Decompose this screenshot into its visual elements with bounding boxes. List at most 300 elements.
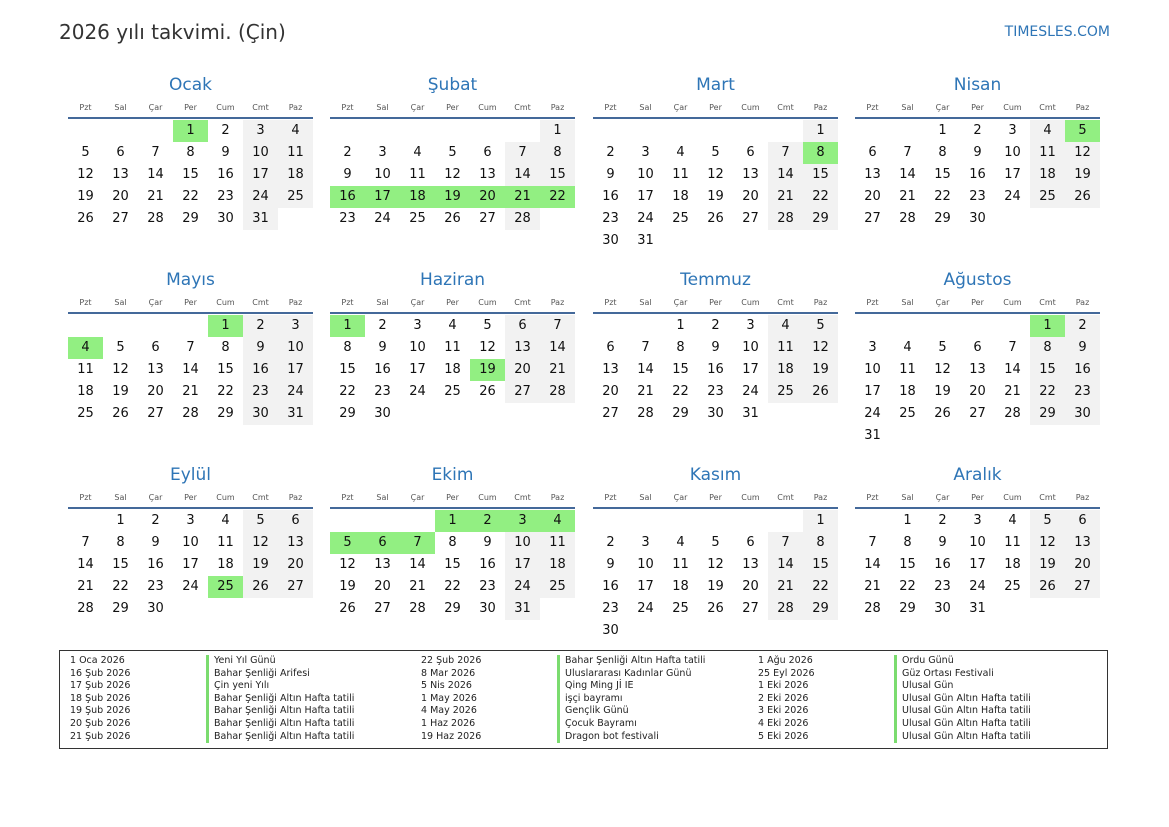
day-cell[interactable]: 13 bbox=[374, 557, 391, 572]
day-cell[interactable]: 16 bbox=[707, 362, 724, 377]
day-cell[interactable]: 25 bbox=[208, 576, 243, 598]
day-cell[interactable]: 1 bbox=[938, 123, 947, 138]
day-cell[interactable]: 30 bbox=[969, 211, 986, 226]
day-cell[interactable]: 17 bbox=[637, 579, 654, 594]
day-cell[interactable]: 9 bbox=[606, 557, 615, 572]
day-cell[interactable]: 29 bbox=[899, 601, 916, 616]
day-cell[interactable]: 5 bbox=[116, 340, 125, 355]
day-cell[interactable]: 30 bbox=[707, 406, 724, 421]
day-cell[interactable]: 2 bbox=[973, 123, 982, 138]
day-cell[interactable]: 9 bbox=[938, 535, 947, 550]
day-cell[interactable]: 21 bbox=[637, 384, 654, 399]
day-cell[interactable]: 7 bbox=[641, 340, 650, 355]
day-cell[interactable]: 3 bbox=[278, 315, 313, 337]
day-cell[interactable]: 30 bbox=[1065, 403, 1100, 425]
day-cell[interactable]: 29 bbox=[112, 601, 129, 616]
day-cell[interactable]: 26 bbox=[803, 381, 838, 403]
day-cell[interactable]: 28 bbox=[768, 208, 803, 230]
day-cell[interactable]: 28 bbox=[409, 601, 426, 616]
day-cell[interactable]: 2 bbox=[470, 510, 505, 532]
day-cell[interactable]: 10 bbox=[1004, 145, 1021, 160]
day-cell[interactable]: 25 bbox=[540, 576, 575, 598]
day-cell[interactable]: 9 bbox=[483, 535, 492, 550]
day-cell[interactable]: 28 bbox=[637, 406, 654, 421]
day-cell[interactable]: 6 bbox=[1065, 510, 1100, 532]
day-cell[interactable]: 1 bbox=[208, 315, 243, 337]
day-cell[interactable]: 31 bbox=[969, 601, 986, 616]
day-cell[interactable]: 15 bbox=[112, 557, 129, 572]
day-cell[interactable]: 7 bbox=[903, 145, 912, 160]
day-cell[interactable]: 21 bbox=[505, 186, 540, 208]
day-cell[interactable]: 27 bbox=[112, 211, 129, 226]
day-cell[interactable]: 21 bbox=[768, 186, 803, 208]
day-cell[interactable]: 16 bbox=[243, 359, 278, 381]
day-cell[interactable]: 7 bbox=[1008, 340, 1017, 355]
day-cell[interactable]: 17 bbox=[243, 164, 278, 186]
day-cell[interactable]: 17 bbox=[864, 384, 881, 399]
day-cell[interactable]: 11 bbox=[768, 337, 803, 359]
day-cell[interactable]: 20 bbox=[742, 189, 759, 204]
day-cell[interactable]: 21 bbox=[1004, 384, 1021, 399]
day-cell[interactable]: 22 bbox=[217, 384, 234, 399]
day-cell[interactable]: 13 bbox=[278, 532, 313, 554]
day-cell[interactable]: 18 bbox=[1004, 557, 1021, 572]
day-cell[interactable]: 3 bbox=[641, 535, 650, 550]
day-cell[interactable]: 19 bbox=[1065, 164, 1100, 186]
day-cell[interactable]: 7 bbox=[768, 142, 803, 164]
day-cell[interactable]: 18 bbox=[77, 384, 94, 399]
day-cell[interactable]: 12 bbox=[1065, 142, 1100, 164]
day-cell[interactable]: 15 bbox=[217, 362, 234, 377]
day-cell[interactable]: 26 bbox=[243, 576, 278, 598]
day-cell[interactable]: 13 bbox=[864, 167, 881, 182]
day-cell[interactable]: 28 bbox=[147, 211, 164, 226]
day-cell[interactable]: 2 bbox=[711, 318, 720, 333]
day-cell[interactable]: 6 bbox=[505, 315, 540, 337]
day-cell[interactable]: 4 bbox=[903, 340, 912, 355]
day-cell[interactable]: 28 bbox=[899, 211, 916, 226]
day-cell[interactable]: 16 bbox=[1065, 359, 1100, 381]
day-cell[interactable]: 24 bbox=[505, 576, 540, 598]
day-cell[interactable]: 11 bbox=[540, 532, 575, 554]
day-cell[interactable]: 17 bbox=[505, 554, 540, 576]
day-cell[interactable]: 10 bbox=[864, 362, 881, 377]
day-cell[interactable]: 4 bbox=[1008, 513, 1017, 528]
day-cell[interactable]: 11 bbox=[77, 362, 94, 377]
day-cell[interactable]: 15 bbox=[899, 557, 916, 572]
day-cell[interactable]: 5 bbox=[711, 145, 720, 160]
day-cell[interactable]: 22 bbox=[934, 189, 951, 204]
day-cell[interactable]: 20 bbox=[505, 359, 540, 381]
day-cell[interactable]: 13 bbox=[969, 362, 986, 377]
day-cell[interactable]: 2 bbox=[606, 535, 615, 550]
day-cell[interactable]: 16 bbox=[479, 557, 496, 572]
day-cell[interactable]: 5 bbox=[243, 510, 278, 532]
day-cell[interactable]: 17 bbox=[409, 362, 426, 377]
day-cell[interactable]: 5 bbox=[448, 145, 457, 160]
day-cell[interactable]: 18 bbox=[672, 189, 689, 204]
day-cell[interactable]: 29 bbox=[339, 406, 356, 421]
day-cell[interactable]: 12 bbox=[707, 167, 724, 182]
day-cell[interactable]: 9 bbox=[973, 145, 982, 160]
day-cell[interactable]: 27 bbox=[742, 211, 759, 226]
day-cell[interactable]: 15 bbox=[444, 557, 461, 572]
day-cell[interactable]: 23 bbox=[374, 384, 391, 399]
day-cell[interactable]: 2 bbox=[378, 318, 387, 333]
day-cell[interactable]: 25 bbox=[1030, 186, 1065, 208]
day-cell[interactable]: 30 bbox=[602, 623, 619, 638]
day-cell[interactable]: 8 bbox=[803, 532, 838, 554]
day-cell[interactable]: 19 bbox=[243, 554, 278, 576]
day-cell[interactable]: 11 bbox=[1004, 535, 1021, 550]
day-cell[interactable]: 11 bbox=[409, 167, 426, 182]
day-cell[interactable]: 28 bbox=[77, 601, 94, 616]
day-cell[interactable]: 25 bbox=[409, 211, 426, 226]
day-cell[interactable]: 12 bbox=[77, 167, 94, 182]
day-cell[interactable]: 5 bbox=[803, 315, 838, 337]
day-cell[interactable]: 10 bbox=[637, 167, 654, 182]
day-cell[interactable]: 18 bbox=[400, 186, 435, 208]
day-cell[interactable]: 14 bbox=[540, 337, 575, 359]
day-cell[interactable]: 20 bbox=[969, 384, 986, 399]
day-cell[interactable]: 22 bbox=[803, 576, 838, 598]
day-cell[interactable]: 14 bbox=[409, 557, 426, 572]
day-cell[interactable]: 6 bbox=[365, 532, 400, 554]
day-cell[interactable]: 3 bbox=[243, 120, 278, 142]
day-cell[interactable]: 21 bbox=[409, 579, 426, 594]
day-cell[interactable]: 19 bbox=[934, 384, 951, 399]
day-cell[interactable]: 17 bbox=[1004, 167, 1021, 182]
day-cell[interactable]: 16 bbox=[602, 579, 619, 594]
day-cell[interactable]: 27 bbox=[742, 601, 759, 616]
day-cell[interactable]: 29 bbox=[444, 601, 461, 616]
day-cell[interactable]: 25 bbox=[899, 406, 916, 421]
day-cell[interactable]: 20 bbox=[470, 186, 505, 208]
day-cell[interactable]: 11 bbox=[899, 362, 916, 377]
day-cell[interactable]: 25 bbox=[77, 406, 94, 421]
day-cell[interactable]: 1 bbox=[540, 120, 575, 142]
day-cell[interactable]: 24 bbox=[243, 186, 278, 208]
day-cell[interactable]: 5 bbox=[938, 340, 947, 355]
day-cell[interactable]: 1 bbox=[330, 315, 365, 337]
day-cell[interactable]: 1 bbox=[116, 513, 125, 528]
day-cell[interactable]: 29 bbox=[1030, 403, 1065, 425]
day-cell[interactable]: 18 bbox=[278, 164, 313, 186]
day-cell[interactable]: 10 bbox=[969, 535, 986, 550]
day-cell[interactable]: 26 bbox=[707, 211, 724, 226]
day-cell[interactable]: 31 bbox=[243, 208, 278, 230]
day-cell[interactable]: 16 bbox=[969, 167, 986, 182]
day-cell[interactable]: 17 bbox=[182, 557, 199, 572]
day-cell[interactable]: 29 bbox=[217, 406, 234, 421]
day-cell[interactable]: 11 bbox=[444, 340, 461, 355]
day-cell[interactable]: 11 bbox=[217, 535, 234, 550]
day-cell[interactable]: 17 bbox=[969, 557, 986, 572]
day-cell[interactable]: 5 bbox=[483, 318, 492, 333]
day-cell[interactable]: 2 bbox=[1065, 315, 1100, 337]
day-cell[interactable]: 12 bbox=[1030, 532, 1065, 554]
day-cell[interactable]: 26 bbox=[1030, 576, 1065, 598]
day-cell[interactable]: 28 bbox=[540, 381, 575, 403]
day-cell[interactable]: 1 bbox=[903, 513, 912, 528]
day-cell[interactable]: 28 bbox=[182, 406, 199, 421]
day-cell[interactable]: 14 bbox=[899, 167, 916, 182]
day-cell[interactable]: 25 bbox=[672, 211, 689, 226]
day-cell[interactable]: 9 bbox=[343, 167, 352, 182]
day-cell[interactable]: 28 bbox=[505, 208, 540, 230]
day-cell[interactable]: 4 bbox=[68, 337, 103, 359]
day-cell[interactable]: 5 bbox=[81, 145, 90, 160]
day-cell[interactable]: 23 bbox=[602, 601, 619, 616]
day-cell[interactable]: 27 bbox=[505, 381, 540, 403]
day-cell[interactable]: 19 bbox=[1030, 554, 1065, 576]
day-cell[interactable]: 22 bbox=[1030, 381, 1065, 403]
day-cell[interactable]: 23 bbox=[147, 579, 164, 594]
day-cell[interactable]: 4 bbox=[768, 315, 803, 337]
day-cell[interactable]: 20 bbox=[278, 554, 313, 576]
day-cell[interactable]: 29 bbox=[803, 208, 838, 230]
day-cell[interactable]: 24 bbox=[864, 406, 881, 421]
day-cell[interactable]: 24 bbox=[742, 384, 759, 399]
day-cell[interactable]: 2 bbox=[938, 513, 947, 528]
day-cell[interactable]: 26 bbox=[444, 211, 461, 226]
day-cell[interactable]: 28 bbox=[864, 601, 881, 616]
day-cell[interactable]: 21 bbox=[147, 189, 164, 204]
day-cell[interactable]: 18 bbox=[672, 579, 689, 594]
day-cell[interactable]: 4 bbox=[676, 145, 685, 160]
day-cell[interactable]: 7 bbox=[505, 142, 540, 164]
day-cell[interactable]: 16 bbox=[602, 189, 619, 204]
day-cell[interactable]: 12 bbox=[339, 557, 356, 572]
day-cell[interactable]: 7 bbox=[540, 315, 575, 337]
day-cell[interactable]: 26 bbox=[112, 406, 129, 421]
day-cell[interactable]: 18 bbox=[1030, 164, 1065, 186]
day-cell[interactable]: 21 bbox=[77, 579, 94, 594]
day-cell[interactable]: 23 bbox=[339, 211, 356, 226]
day-cell[interactable]: 8 bbox=[1030, 337, 1065, 359]
day-cell[interactable]: 3 bbox=[1008, 123, 1017, 138]
day-cell[interactable]: 14 bbox=[182, 362, 199, 377]
day-cell[interactable]: 21 bbox=[540, 359, 575, 381]
day-cell[interactable]: 12 bbox=[707, 557, 724, 572]
day-cell[interactable]: 15 bbox=[182, 167, 199, 182]
day-cell[interactable]: 30 bbox=[479, 601, 496, 616]
day-cell[interactable]: 13 bbox=[742, 557, 759, 572]
day-cell[interactable]: 18 bbox=[217, 557, 234, 572]
day-cell[interactable]: 14 bbox=[768, 164, 803, 186]
day-cell[interactable]: 12 bbox=[243, 532, 278, 554]
day-cell[interactable]: 8 bbox=[676, 340, 685, 355]
day-cell[interactable]: 3 bbox=[641, 145, 650, 160]
day-cell[interactable]: 10 bbox=[409, 340, 426, 355]
day-cell[interactable]: 26 bbox=[479, 384, 496, 399]
day-cell[interactable]: 26 bbox=[1065, 186, 1100, 208]
day-cell[interactable]: 1 bbox=[1030, 315, 1065, 337]
day-cell[interactable]: 28 bbox=[768, 598, 803, 620]
day-cell[interactable]: 6 bbox=[278, 510, 313, 532]
day-cell[interactable]: 6 bbox=[746, 145, 755, 160]
day-cell[interactable]: 7 bbox=[81, 535, 90, 550]
day-cell[interactable]: 9 bbox=[1065, 337, 1100, 359]
day-cell[interactable]: 3 bbox=[413, 318, 422, 333]
day-cell[interactable]: 12 bbox=[444, 167, 461, 182]
day-cell[interactable]: 19 bbox=[112, 384, 129, 399]
day-cell[interactable]: 23 bbox=[479, 579, 496, 594]
day-cell[interactable]: 3 bbox=[378, 145, 387, 160]
day-cell[interactable]: 10 bbox=[182, 535, 199, 550]
day-cell[interactable]: 19 bbox=[707, 189, 724, 204]
day-cell[interactable]: 3 bbox=[505, 510, 540, 532]
day-cell[interactable]: 2 bbox=[151, 513, 160, 528]
day-cell[interactable]: 1 bbox=[173, 120, 208, 142]
day-cell[interactable]: 23 bbox=[707, 384, 724, 399]
brand-link[interactable]: TIMESLES.COM bbox=[1004, 24, 1110, 40]
day-cell[interactable]: 10 bbox=[505, 532, 540, 554]
day-cell[interactable]: 14 bbox=[864, 557, 881, 572]
day-cell[interactable]: 9 bbox=[711, 340, 720, 355]
day-cell[interactable]: 31 bbox=[742, 406, 759, 421]
day-cell[interactable]: 8 bbox=[540, 142, 575, 164]
day-cell[interactable]: 16 bbox=[330, 186, 365, 208]
day-cell[interactable]: 13 bbox=[505, 337, 540, 359]
day-cell[interactable]: 13 bbox=[112, 167, 129, 182]
day-cell[interactable]: 9 bbox=[378, 340, 387, 355]
day-cell[interactable]: 29 bbox=[803, 598, 838, 620]
day-cell[interactable]: 26 bbox=[707, 601, 724, 616]
day-cell[interactable]: 23 bbox=[243, 381, 278, 403]
day-cell[interactable]: 19 bbox=[470, 359, 505, 381]
day-cell[interactable]: 15 bbox=[339, 362, 356, 377]
day-cell[interactable]: 12 bbox=[803, 337, 838, 359]
day-cell[interactable]: 19 bbox=[77, 189, 94, 204]
day-cell[interactable]: 31 bbox=[637, 233, 654, 248]
day-cell[interactable]: 9 bbox=[221, 145, 230, 160]
day-cell[interactable]: 4 bbox=[448, 318, 457, 333]
day-cell[interactable]: 1 bbox=[803, 510, 838, 532]
day-cell[interactable]: 30 bbox=[374, 406, 391, 421]
day-cell[interactable]: 13 bbox=[147, 362, 164, 377]
day-cell[interactable]: 27 bbox=[969, 406, 986, 421]
day-cell[interactable]: 28 bbox=[1004, 406, 1021, 421]
day-cell[interactable]: 15 bbox=[540, 164, 575, 186]
day-cell[interactable]: 15 bbox=[803, 164, 838, 186]
day-cell[interactable]: 22 bbox=[444, 579, 461, 594]
day-cell[interactable]: 27 bbox=[374, 601, 391, 616]
day-cell[interactable]: 22 bbox=[339, 384, 356, 399]
day-cell[interactable]: 27 bbox=[1065, 576, 1100, 598]
day-cell[interactable]: 19 bbox=[339, 579, 356, 594]
day-cell[interactable]: 18 bbox=[444, 362, 461, 377]
day-cell[interactable]: 7 bbox=[868, 535, 877, 550]
day-cell[interactable]: 9 bbox=[606, 167, 615, 182]
day-cell[interactable]: 5 bbox=[711, 535, 720, 550]
day-cell[interactable]: 12 bbox=[479, 340, 496, 355]
day-cell[interactable]: 16 bbox=[217, 167, 234, 182]
day-cell[interactable]: 4 bbox=[676, 535, 685, 550]
day-cell[interactable]: 2 bbox=[343, 145, 352, 160]
day-cell[interactable]: 25 bbox=[278, 186, 313, 208]
day-cell[interactable]: 9 bbox=[243, 337, 278, 359]
day-cell[interactable]: 8 bbox=[803, 142, 838, 164]
day-cell[interactable]: 11 bbox=[278, 142, 313, 164]
day-cell[interactable]: 18 bbox=[899, 384, 916, 399]
day-cell[interactable]: 25 bbox=[768, 381, 803, 403]
day-cell[interactable]: 14 bbox=[505, 164, 540, 186]
day-cell[interactable]: 24 bbox=[637, 601, 654, 616]
day-cell[interactable]: 10 bbox=[374, 167, 391, 182]
day-cell[interactable]: 23 bbox=[1065, 381, 1100, 403]
day-cell[interactable]: 14 bbox=[637, 362, 654, 377]
day-cell[interactable]: 22 bbox=[540, 186, 575, 208]
day-cell[interactable]: 24 bbox=[969, 579, 986, 594]
day-cell[interactable]: 7 bbox=[151, 145, 160, 160]
day-cell[interactable]: 18 bbox=[540, 554, 575, 576]
day-cell[interactable]: 30 bbox=[217, 211, 234, 226]
day-cell[interactable]: 3 bbox=[746, 318, 755, 333]
day-cell[interactable]: 21 bbox=[768, 576, 803, 598]
day-cell[interactable]: 5 bbox=[1030, 510, 1065, 532]
day-cell[interactable]: 24 bbox=[278, 381, 313, 403]
day-cell[interactable]: 6 bbox=[483, 145, 492, 160]
day-cell[interactable]: 19 bbox=[803, 359, 838, 381]
day-cell[interactable]: 2 bbox=[221, 123, 230, 138]
day-cell[interactable]: 11 bbox=[1030, 142, 1065, 164]
day-cell[interactable]: 4 bbox=[540, 510, 575, 532]
day-cell[interactable]: 23 bbox=[934, 579, 951, 594]
day-cell[interactable]: 15 bbox=[934, 167, 951, 182]
day-cell[interactable]: 10 bbox=[243, 142, 278, 164]
day-cell[interactable]: 23 bbox=[602, 211, 619, 226]
day-cell[interactable]: 29 bbox=[934, 211, 951, 226]
day-cell[interactable]: 10 bbox=[278, 337, 313, 359]
day-cell[interactable]: 14 bbox=[147, 167, 164, 182]
day-cell[interactable]: 31 bbox=[864, 428, 881, 443]
day-cell[interactable]: 27 bbox=[479, 211, 496, 226]
day-cell[interactable]: 15 bbox=[803, 554, 838, 576]
day-cell[interactable]: 30 bbox=[934, 601, 951, 616]
day-cell[interactable]: 25 bbox=[444, 384, 461, 399]
day-cell[interactable]: 22 bbox=[899, 579, 916, 594]
day-cell[interactable]: 2 bbox=[243, 315, 278, 337]
day-cell[interactable]: 8 bbox=[343, 340, 352, 355]
day-cell[interactable]: 22 bbox=[803, 186, 838, 208]
day-cell[interactable]: 20 bbox=[374, 579, 391, 594]
day-cell[interactable]: 20 bbox=[864, 189, 881, 204]
day-cell[interactable]: 19 bbox=[435, 186, 470, 208]
day-cell[interactable]: 16 bbox=[934, 557, 951, 572]
day-cell[interactable]: 17 bbox=[278, 359, 313, 381]
day-cell[interactable]: 20 bbox=[742, 579, 759, 594]
day-cell[interactable]: 3 bbox=[868, 340, 877, 355]
day-cell[interactable]: 1 bbox=[435, 510, 470, 532]
day-cell[interactable]: 16 bbox=[374, 362, 391, 377]
day-cell[interactable]: 16 bbox=[147, 557, 164, 572]
day-cell[interactable]: 29 bbox=[672, 406, 689, 421]
day-cell[interactable]: 25 bbox=[672, 601, 689, 616]
day-cell[interactable]: 17 bbox=[365, 186, 400, 208]
day-cell[interactable]: 6 bbox=[868, 145, 877, 160]
day-cell[interactable]: 22 bbox=[182, 189, 199, 204]
day-cell[interactable]: 14 bbox=[77, 557, 94, 572]
day-cell[interactable]: 3 bbox=[973, 513, 982, 528]
day-cell[interactable]: 11 bbox=[672, 557, 689, 572]
day-cell[interactable]: 7 bbox=[186, 340, 195, 355]
day-cell[interactable]: 2 bbox=[606, 145, 615, 160]
day-cell[interactable]: 22 bbox=[112, 579, 129, 594]
day-cell[interactable]: 1 bbox=[803, 120, 838, 142]
day-cell[interactable]: 4 bbox=[221, 513, 230, 528]
day-cell[interactable]: 13 bbox=[479, 167, 496, 182]
